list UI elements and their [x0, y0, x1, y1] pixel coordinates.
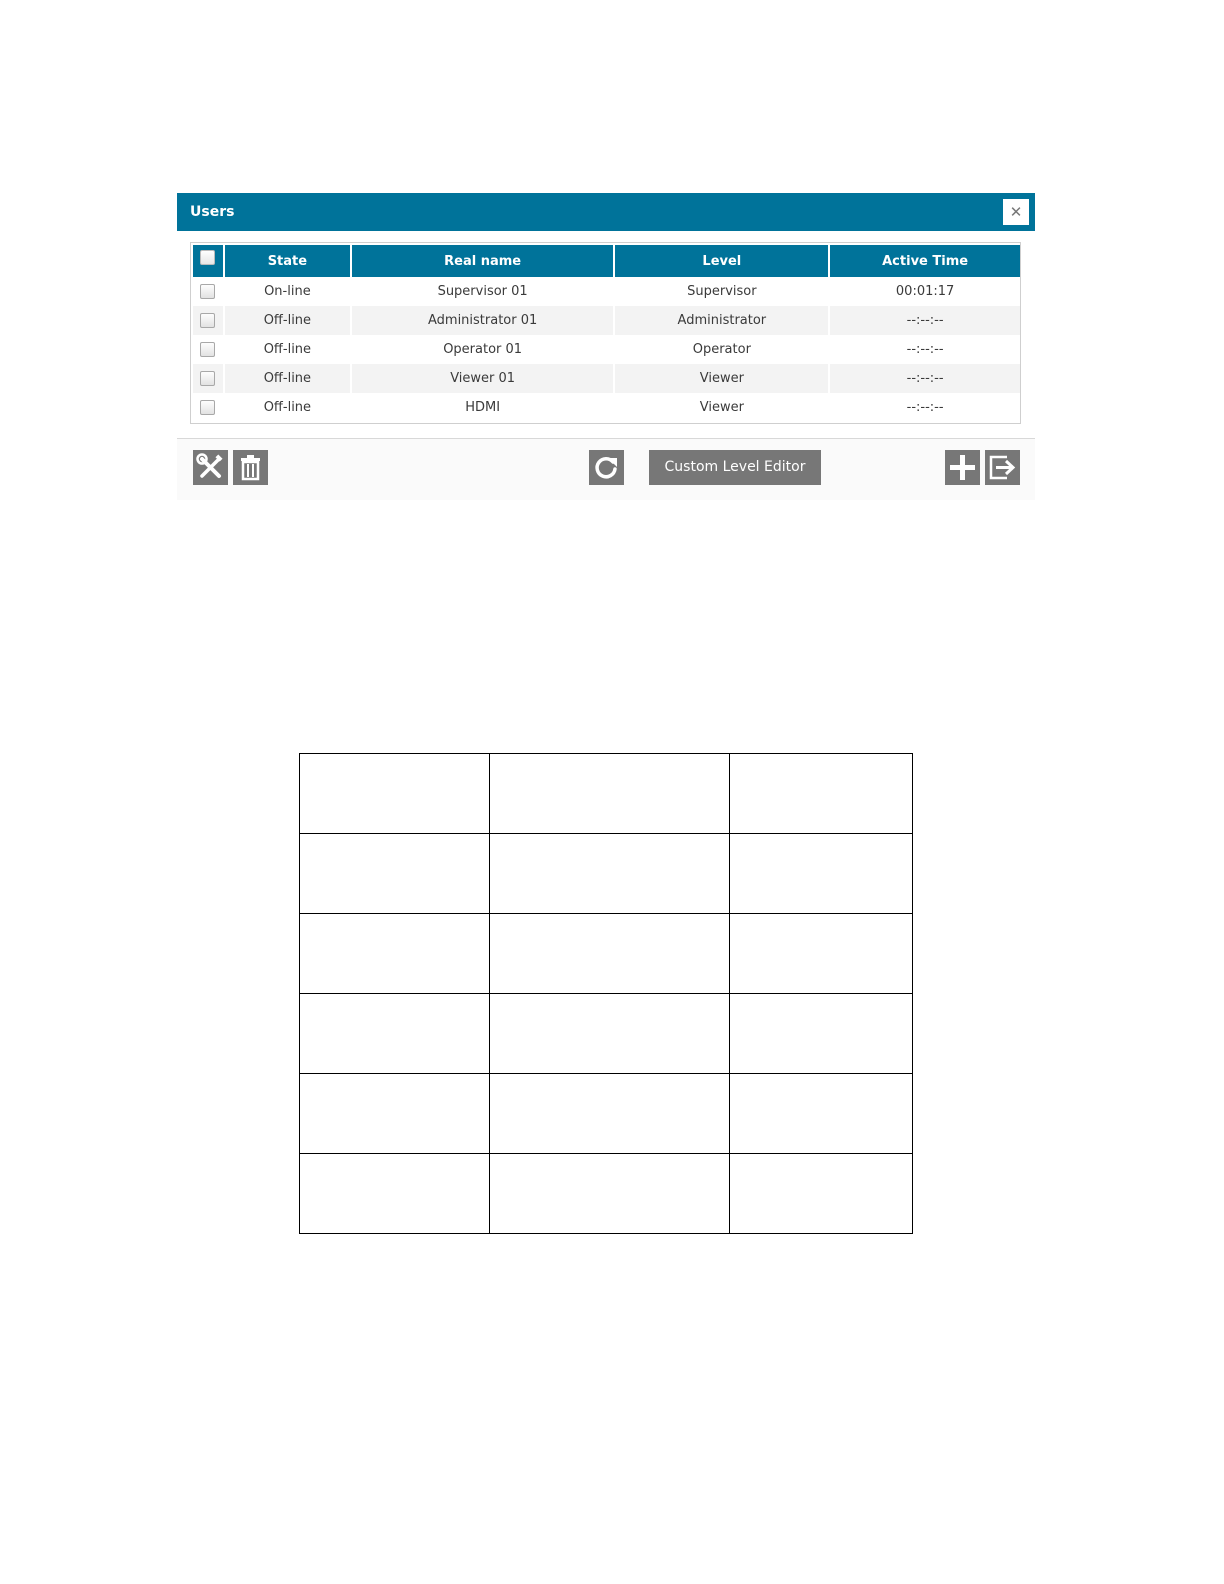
cell-real-name: HDMI	[352, 393, 616, 422]
empty-cell	[300, 1074, 490, 1154]
row-checkbox[interactable]	[200, 371, 215, 386]
column-header-level[interactable]: Level	[615, 245, 830, 277]
refresh-button[interactable]	[589, 450, 624, 485]
cell-active-time: --:--:--	[906, 400, 944, 415]
empty-cell	[300, 834, 490, 914]
cell-state: Off-line	[225, 306, 352, 335]
row-select-cell	[193, 335, 225, 364]
table-row	[300, 914, 913, 994]
logout-icon	[985, 450, 1020, 485]
table-row[interactable]	[193, 335, 1020, 364]
cell-level: Supervisor	[615, 277, 830, 306]
table-row	[300, 1154, 913, 1234]
cell-state: Off-line	[225, 393, 352, 422]
empty-cell	[300, 914, 490, 994]
row-select-cell	[193, 306, 225, 335]
cell-level: Viewer	[615, 364, 830, 393]
empty-cell	[490, 994, 730, 1074]
cell-real-name: Operator 01	[352, 335, 616, 364]
tools-icon	[193, 450, 228, 485]
select-all-checkbox[interactable]	[200, 250, 215, 265]
cell-state: Off-line	[225, 364, 352, 393]
table-row[interactable]	[193, 364, 1020, 393]
logout-button[interactable]	[985, 450, 1020, 485]
users-grid-frame	[190, 242, 1021, 424]
cell-real-name: Administrator 01	[352, 306, 616, 335]
row-select-cell	[193, 393, 225, 422]
empty-cell	[300, 754, 490, 834]
plus-icon	[945, 450, 980, 485]
users-table	[193, 245, 1020, 422]
empty-cell	[490, 1154, 730, 1234]
row-select-cell	[193, 364, 225, 393]
column-header-state[interactable]: State	[225, 245, 352, 277]
cell-active-time: 00:01:17	[895, 284, 955, 299]
table-row[interactable]	[193, 393, 1020, 422]
empty-cell	[490, 754, 730, 834]
empty-cell	[730, 1154, 913, 1234]
empty-cell	[300, 1154, 490, 1234]
row-checkbox[interactable]	[200, 284, 215, 299]
empty-cell	[730, 914, 913, 994]
dialog-title: Users	[190, 204, 235, 220]
row-select-cell	[193, 277, 225, 306]
empty-table	[299, 753, 913, 1234]
row-checkbox[interactable]	[200, 342, 215, 357]
empty-cell	[730, 1074, 913, 1154]
cell-active-time: --:--:--	[906, 342, 944, 357]
table-row	[300, 834, 913, 914]
table-row	[300, 754, 913, 834]
table-header-row	[193, 245, 1020, 277]
edit-user-button[interactable]	[193, 450, 228, 485]
cell-level: Administrator	[615, 306, 830, 335]
table-row[interactable]	[193, 277, 1020, 306]
delete-user-button[interactable]	[233, 450, 268, 485]
table-row	[300, 1074, 913, 1154]
empty-cell	[730, 754, 913, 834]
empty-cell	[490, 914, 730, 994]
trash-icon	[233, 450, 268, 485]
dialog-titlebar	[177, 193, 1035, 231]
custom-level-editor-button[interactable]: Custom Level Editor	[649, 450, 821, 485]
close-button[interactable]	[1003, 199, 1029, 225]
select-all-header	[193, 245, 225, 277]
dialog-toolbar	[177, 439, 1035, 500]
table-row	[300, 994, 913, 1074]
cell-real-name: Supervisor 01	[352, 277, 616, 306]
cell-level: Viewer	[615, 393, 830, 422]
cell-level: Operator	[615, 335, 830, 364]
column-header-real-name[interactable]: Real name	[352, 245, 616, 277]
empty-cell	[300, 994, 490, 1074]
empty-cell	[730, 994, 913, 1074]
refresh-icon	[589, 450, 624, 485]
empty-cell	[730, 834, 913, 914]
cell-state: On-line	[225, 277, 352, 306]
add-user-button[interactable]	[945, 450, 980, 485]
row-checkbox[interactable]	[200, 313, 215, 328]
empty-cell	[490, 834, 730, 914]
empty-cell	[490, 1074, 730, 1154]
cell-active-time: --:--:--	[830, 364, 1020, 393]
row-checkbox[interactable]	[200, 400, 215, 415]
column-header-active-time[interactable]: Active Time	[830, 245, 1020, 277]
close-icon: ✕	[1009, 203, 1023, 221]
cell-active-time: --:--:--	[830, 306, 1020, 335]
cell-state: Off-line	[225, 335, 352, 364]
users-dialog	[177, 193, 1035, 500]
cell-real-name: Viewer 01	[352, 364, 616, 393]
table-row[interactable]	[193, 306, 1020, 335]
